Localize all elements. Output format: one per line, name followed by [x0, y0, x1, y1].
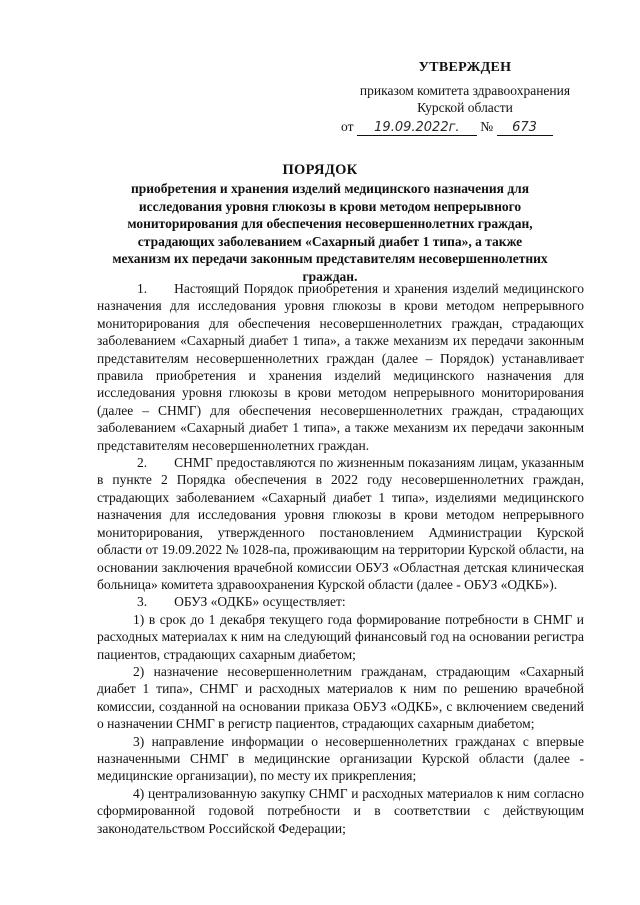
subitem-2: 2) назначение несовершеннолетним гражданам, страдающим «Сахарный диабет 1 типа», СНМГ и расходных материалов к ним по решению врачебной комиссии, созданной на основании приказа ОБУЗ «ОДКБ», с включением сведений о назначении СНМГ в регистр пациентов, страдающих сахарным диабетом;: [97, 663, 584, 732]
subitem-1: 1) в срок до 1 декабря текущего года формирование потребности в СНМГ и расходных материалах к ним на следующий финансовый год на основании регистра пациентов, страдающих сахарным диабетом;: [97, 611, 584, 662]
approval-order-line: приказом комитета здравоохранения: [359, 83, 571, 98]
paragraph-2: 2. СНМГ предоставляются по жизненным показаниям лицам, указанным в пункте 2 Порядка обеспечения в 2022 году несовершеннолетних граждан, страдающих заболеванием «Сахарный диабет 1 типа», изделиями медицинского назначения для исследования уровня глюкозы в крови методом непрерывного мониторирования, утвержденного постановлением Администрации Курской области от 19.09.2022 № 1028-па, проживающим на территории Курской области, на основании заключения врачебной комиссии ОБУЗ «Областная детская клиническая больница» комитета здравоохранения Курской области (далее - ОБУЗ «ОДКБ»).: [97, 455, 584, 592]
document-title: ПОРЯДОК: [282, 162, 358, 178]
subitem-3: 3) направление информации о несовершеннолетних гражданах с впервые назначенными СНМГ в медицинские организации Курской области (далее - медицинские организации), по месту их прикрепления;: [97, 733, 584, 784]
approval-block: [340, 60, 590, 137]
paragraph-3: 3. ОБУЗ «ОДКБ» осуществляет:: [137, 594, 346, 610]
subitem-4: 4) централизованную закупку СНМГ и расходных материалов к ним согласно сформированной годовой потребности и в соответствии с действующим законодательством Российской Федерации;: [97, 785, 584, 836]
approval-date-row: [340, 117, 590, 137]
approval-region-line: Курской области: [417, 100, 513, 115]
number-prefix: №: [480, 119, 494, 134]
approval-number-handwritten: 673: [497, 121, 553, 136]
document-subtitle: приобретения и хранения изделий медицинского назначения для исследования уровня глюкозы в крови методом непрерывного мониторирования для обеспечения несовершеннолетних граждан, страдающих заболеванием «Сахарный диабет 1 типа», а также механизм их передачи законным представителям несовершеннолетних граждан.: [112, 181, 548, 284]
paragraph-1: 1. Настоящий Порядок приобретения и хранения изделий медицинского назначения для исследования уровня глюкозы в крови методом непрерывного мониторирования для обеспечения несовершеннолетних граждан, страдающих заболеванием «Сахарный диабет 1 типа», а также механизм их передачи законным представителям несовершеннолетних граждан (далее – Порядок) устанавливает правила приобретения и хранения изделий медицинского назначения для исследования уровня глюкозы в крови методом непрерывного мониторирования (далее – СНМГ) для обеспечения несовершеннолетних граждан, страдающих заболеванием «Сахарный диабет 1 типа», а также механизм их передачи законным представителям несовершеннолетних граждан.: [97, 281, 584, 453]
date-prefix: от: [341, 119, 354, 134]
document-body: [97, 280, 584, 837]
approval-title: УТВЕРЖДЕН: [418, 60, 512, 75]
approval-date-handwritten: 19.09.2022г.: [357, 121, 477, 136]
